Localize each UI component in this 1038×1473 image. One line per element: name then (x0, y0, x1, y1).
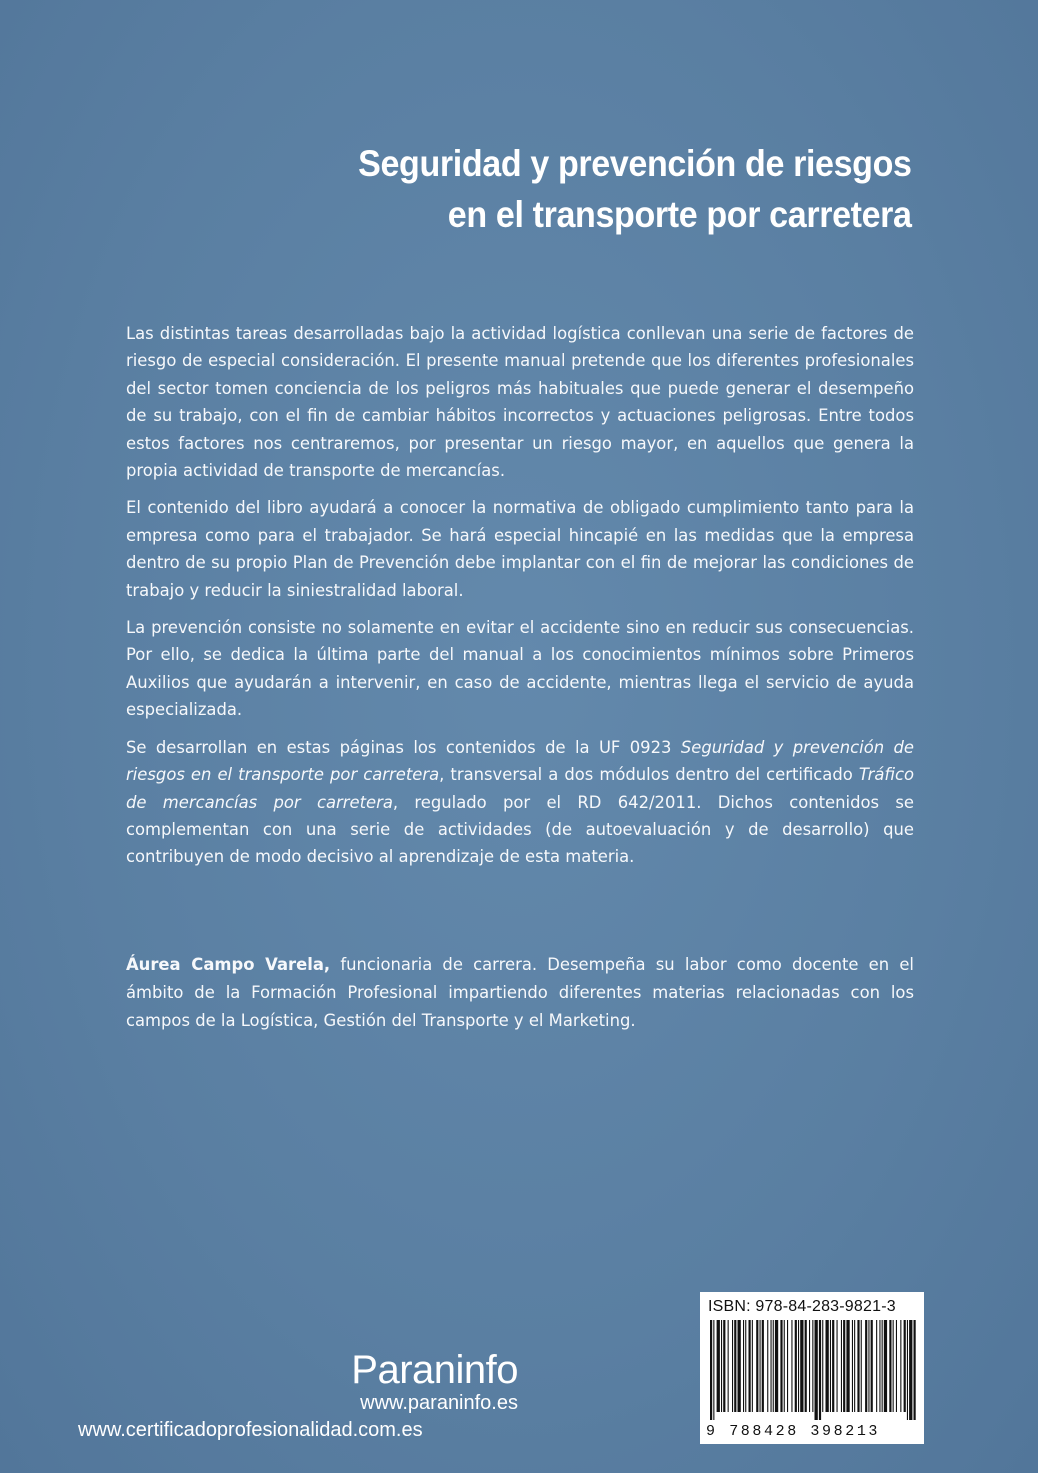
barcode-bar (734, 1320, 736, 1412)
barcode-bar (721, 1320, 722, 1412)
barcode-digits: 9 788428 398213 (706, 1423, 881, 1440)
barcode-bar (893, 1320, 894, 1412)
barcode-bar (846, 1320, 849, 1412)
barcode-bar (841, 1320, 842, 1412)
synopsis-paragraph-2: El contenido del libro ayudará a conocer la normativa de obligado cumplimiento tanto para la empresa como para el trabajador. Se hará especial hincapié en las medidas que la empresa dentro de su propio Plan de Prevención debe implantar con el fin de mejorar las condiciones de trabajo y reducir la siniestralidad laboral. (126, 498, 914, 600)
author-name: Áurea Campo Varela, (126, 955, 331, 974)
synopsis-paragraph-4 (126, 734, 914, 871)
barcode-bar (717, 1320, 720, 1412)
barcode-bar (809, 1320, 810, 1412)
barcode-bar (868, 1320, 869, 1412)
barcode-bars (704, 1320, 920, 1420)
barcode-bar (907, 1320, 908, 1420)
barcode-bar (896, 1320, 897, 1412)
barcode-bar (798, 1320, 799, 1412)
barcode-bar (882, 1320, 883, 1412)
author-bio (126, 951, 914, 1035)
barcode-bar (805, 1320, 807, 1412)
barcode-bar (843, 1320, 845, 1412)
barcode-bar (791, 1320, 792, 1412)
synopsis (126, 320, 914, 881)
synopsis-paragraph-3: La prevención consiste no solamente en evitar el accidente sino en reducir sus consecuencias. Por ello, se dedica la última parte del manual a los conocimientos mínimos sobre Primeros Auxilios que ayudarán a intervenir, en caso de accidente, mientras llega el servicio de ayuda especializada. (126, 618, 914, 720)
barcode-bar (904, 1320, 906, 1412)
isbn-barcode (700, 1292, 924, 1444)
p4-text-c: , transversal a dos módulos dentro del certificado (439, 765, 859, 785)
title-line-1: Seguridad y prevención de riesgos (358, 143, 912, 184)
barcode-bar (822, 1320, 823, 1412)
barcode-bar (826, 1320, 829, 1412)
author-description: funcionaria de carrera. Desempeña su labor como docente en el ámbito de la Formación Profesional impartiendo diferentes materias relacionadas con los campos de la Logística, Gestión del Transporte y el Marketing. (126, 955, 914, 1030)
barcode-bar (837, 1320, 838, 1412)
barcode-bar (861, 1320, 862, 1412)
publisher-logo: Paraninfo (351, 1348, 518, 1392)
barcode-bar (752, 1320, 753, 1412)
barcode-bar (819, 1320, 821, 1420)
barcode-bar (889, 1320, 891, 1412)
barcode-bar (884, 1320, 887, 1412)
barcode-bar (787, 1320, 788, 1412)
barcode-bar (795, 1320, 797, 1412)
publisher-url: www.paraninfo.es (360, 1392, 518, 1414)
barcode-bar (743, 1320, 744, 1412)
p4-text-e: , regulado por el RD 642/2011. Dichos contenidos se complementan con una serie de actividades (de autoevaluación y de desarrollo) que contribuyen de modo decisivo al aprendizaje de esta materia. (126, 792, 914, 867)
barcode-bar (732, 1320, 733, 1412)
barcode-bar (738, 1320, 741, 1412)
barcode-bar (857, 1320, 859, 1412)
barcode-bar (728, 1320, 729, 1412)
barcode-bar (713, 1320, 714, 1420)
barcode-bar (865, 1320, 867, 1412)
barcode-bar (812, 1320, 813, 1412)
publisher-block (78, 1350, 518, 1416)
barcode-bar (784, 1320, 785, 1412)
barcode-bar (876, 1320, 877, 1412)
barcode-bar (756, 1320, 758, 1412)
certificate-url: www.certificadoprofesionalidad.com.es (78, 1419, 423, 1441)
barcode-bar (760, 1320, 761, 1412)
barcode-bar (852, 1320, 853, 1412)
p4-unit-title: Seguridad y prevención de riesgos en el transporte por carretera (126, 737, 914, 785)
barcode-bar (879, 1320, 880, 1412)
barcode-bar (723, 1320, 725, 1412)
barcode-bar (762, 1320, 764, 1412)
title-line-2: en el transporte por carretera (448, 194, 912, 235)
barcode-bar (900, 1320, 901, 1412)
barcode-bar (830, 1320, 831, 1412)
barcode-bar (771, 1320, 772, 1412)
barcode-bar (773, 1320, 774, 1412)
p4-certificate-title: Tráfico de mercancías por carretera (126, 765, 914, 812)
book-title (359, 138, 912, 240)
barcode-bar (767, 1320, 768, 1412)
barcode-bar (909, 1320, 912, 1420)
p4-text-a: Se desarrollan en estas páginas los contenidos de la UF 0923 (126, 737, 681, 757)
barcode-bar (832, 1320, 834, 1412)
barcode-bar (745, 1320, 746, 1412)
barcode-bar (749, 1320, 751, 1412)
barcode-bar (871, 1320, 873, 1412)
barcode-bar (815, 1320, 818, 1420)
barcode-bar (780, 1320, 782, 1412)
barcode-bar (800, 1320, 803, 1412)
barcode-bar (710, 1320, 712, 1420)
synopsis-paragraph-1: Las distintas tareas desarrolladas bajo la actividad logística conllevan una serie de factores de riesgo de especial consideración. El presente manual pretende que los diferentes profesionales del sector tomen conciencia de los peligros más habituales que puede generar el desempeño de su trabajo, con el fin de cambiar hábitos incorrectos y actuaciones peligrosas. Entre todos estos factores nos centraremos, por presentar un riesgo mayor, en aquellos que genera la propia actividad de transporte de mercancías. (126, 324, 914, 481)
barcode-bar (854, 1320, 855, 1412)
isbn-label: ISBN: 978-84-283-9821-3 (708, 1298, 896, 1315)
barcode-bar (775, 1320, 778, 1412)
barcode-bar (914, 1320, 916, 1420)
